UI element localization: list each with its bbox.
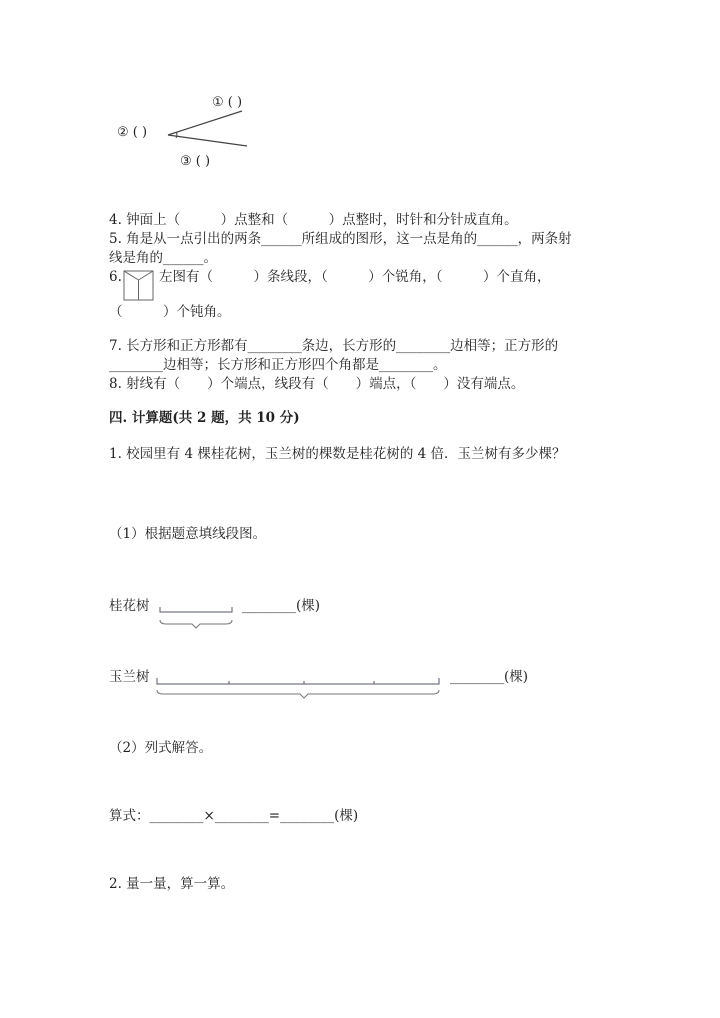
osmanthus-answer-blank[interactable]: ________(棵) bbox=[242, 598, 321, 614]
magnolia-answer-blank[interactable]: ________(棵) bbox=[450, 669, 529, 685]
question-5-line1: 5. 角是从一点引出的两条______所组成的图形，这一点是角的______，两条射 bbox=[109, 231, 572, 247]
angle-label-3: ③ ( ) bbox=[180, 154, 211, 169]
question-8: 8. 射线有（ ）个端点，线段有（ ）端点，（ ）没有端点。 bbox=[109, 376, 525, 392]
question-7-line2: ________边相等；长方形和正方形四个角都是________。 bbox=[109, 357, 447, 373]
section-heading: 四. 计算题(共 2 题，共 10 分) bbox=[109, 410, 300, 426]
formula-line[interactable]: 算式：________×________=________(棵) bbox=[109, 808, 359, 824]
problem-2: 2. 量一量，算一算。 bbox=[109, 876, 235, 892]
magnolia-label: 玉兰树 bbox=[109, 669, 150, 685]
angle-label-2: ② ( ) bbox=[117, 125, 148, 140]
osmanthus-label: 桂花树 bbox=[109, 598, 150, 614]
question-7-line1: 7. 长方形和正方形都有________条边，长方形的________边相等；正方形的 bbox=[109, 338, 559, 354]
question-6-line1: 左图有（ ）条线段，（ ）个锐角，（ ）个直角， bbox=[159, 269, 551, 285]
question-4: 4. 钟面上（ ）点整和（ ）点整时，时针和分针成直角。 bbox=[109, 212, 518, 228]
problem-1-part2: （2）列式解答。 bbox=[109, 740, 213, 756]
angle-label-1: ① ( ) bbox=[212, 95, 243, 110]
problem-1-part1: （1）根据题意填线段图。 bbox=[109, 526, 267, 542]
question-6-number: 6. bbox=[109, 269, 122, 285]
question-5-line2: 线是角的______。 bbox=[109, 250, 217, 266]
question-6-line2: （ ）个钝角。 bbox=[109, 304, 231, 320]
problem-1: 1. 校园里有 4 棵桂花树，玉兰树的棵数是桂花树的 4 倍．玉兰树有多少棵？ bbox=[109, 446, 566, 462]
